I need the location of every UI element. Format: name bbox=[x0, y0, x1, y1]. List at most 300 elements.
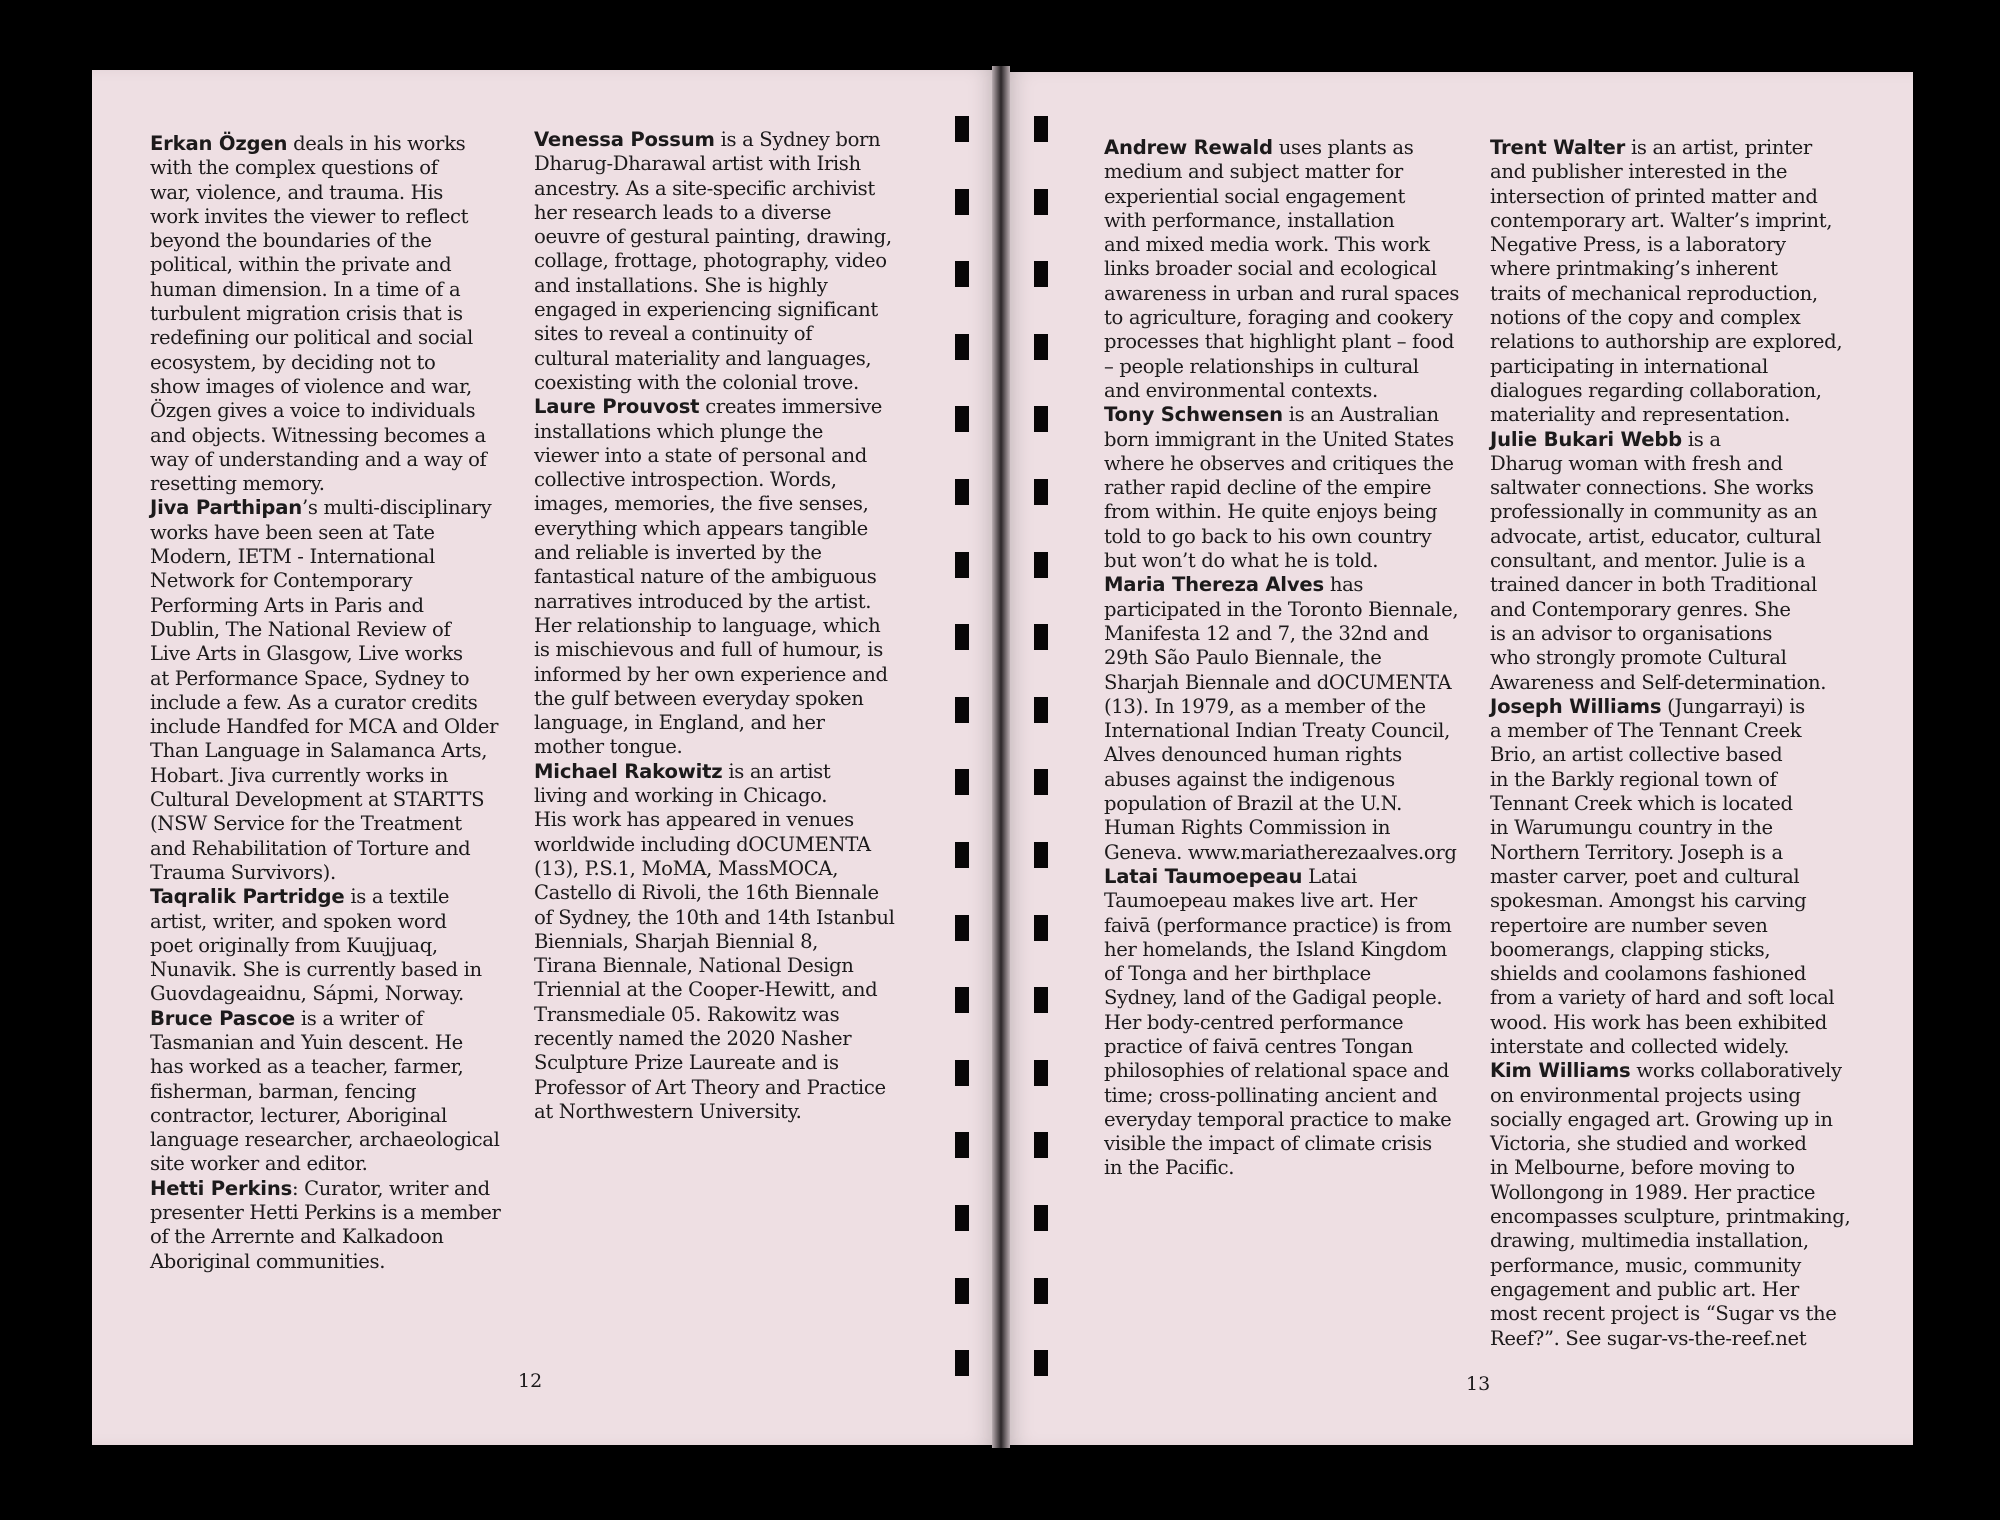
text-line bbox=[1104, 160, 1459, 184]
binding-hole bbox=[1034, 479, 1048, 505]
text-line bbox=[1490, 1229, 1850, 1253]
bio-text: a member of The Tennant Creek bbox=[1490, 719, 1802, 743]
bio-text: at Performance Space, Sydney to bbox=[150, 666, 470, 690]
binding-hole bbox=[955, 1205, 969, 1231]
bio-text: cultural materiality and languages, bbox=[534, 346, 872, 370]
bio-text: Castello di Rivoli, the 16th Biennale bbox=[534, 881, 879, 905]
bio-text: philosophies of relational space and bbox=[1104, 1059, 1449, 1083]
bio-text: Dharug woman with fresh and bbox=[1490, 451, 1783, 475]
artist-name: Trent Walter bbox=[1490, 136, 1626, 159]
text-line bbox=[534, 1100, 895, 1124]
binding-hole bbox=[1034, 189, 1048, 215]
bio-text: – people relationships in cultural bbox=[1104, 354, 1419, 378]
binding-hole bbox=[955, 1278, 969, 1304]
bio-text: her research leads to a diverse bbox=[534, 200, 832, 224]
text-line bbox=[150, 715, 501, 739]
text-line bbox=[534, 784, 895, 808]
bio-text: Cultural Development at STARTTS bbox=[150, 788, 485, 812]
text-line bbox=[150, 1031, 501, 1055]
text-line bbox=[150, 618, 501, 642]
bio-text: work invites the viewer to reflect bbox=[150, 204, 469, 228]
bio-text: in the Pacific. bbox=[1104, 1156, 1235, 1180]
text-line bbox=[534, 614, 895, 638]
bio-text: Triennial at the Cooper-Hewitt, and bbox=[534, 978, 878, 1002]
bio-text: is a textile bbox=[344, 885, 450, 909]
binding-hole bbox=[1034, 769, 1048, 795]
text-line bbox=[534, 590, 895, 614]
bio-text: time; cross-pollinating ancient and bbox=[1104, 1083, 1438, 1107]
bio-text: : Curator, writer and bbox=[292, 1176, 490, 1200]
text-line bbox=[1104, 403, 1459, 427]
text-line bbox=[150, 229, 501, 253]
bio-text: awareness in urban and rural spaces bbox=[1104, 281, 1460, 305]
binding-hole bbox=[1034, 987, 1048, 1013]
bio-text: Guovdageaidnu, Sápmi, Norway. bbox=[150, 982, 464, 1006]
text-line bbox=[150, 545, 501, 569]
bio-text: Negative Press, is a laboratory bbox=[1490, 233, 1786, 257]
bio-text: is a writer of bbox=[294, 1006, 423, 1030]
text-line bbox=[150, 302, 501, 326]
text-line bbox=[1490, 1108, 1850, 1132]
text-line bbox=[534, 1076, 895, 1100]
bio-text: language, in England, and her bbox=[534, 711, 825, 735]
text-line bbox=[534, 930, 895, 954]
bio-text: uses plants as bbox=[1272, 136, 1414, 159]
bio-text: faivā (performance practice) is from bbox=[1104, 913, 1452, 937]
binding-hole bbox=[955, 842, 969, 868]
text-line bbox=[1490, 573, 1850, 597]
bio-text: contractor, lecturer, Aboriginal bbox=[150, 1103, 447, 1127]
bio-text: viewer into a state of personal and bbox=[534, 443, 867, 467]
bio-text: show images of violence and war, bbox=[150, 374, 472, 398]
bio-text: Trauma Survivors). bbox=[150, 860, 336, 884]
bio-text: Network for Contemporary bbox=[150, 569, 413, 593]
bio-text: include a few. As a curator credits bbox=[150, 690, 478, 714]
bio-text: living and working in Chicago. bbox=[534, 784, 828, 808]
binding-hole bbox=[955, 987, 969, 1013]
text-line bbox=[150, 569, 501, 593]
text-line bbox=[1104, 889, 1459, 913]
text-line bbox=[150, 1177, 501, 1201]
text-line bbox=[534, 663, 895, 687]
text-line bbox=[534, 298, 895, 322]
text-line bbox=[1490, 160, 1850, 184]
bio-text: Dublin, The National Review of bbox=[150, 617, 451, 641]
text-line bbox=[1490, 1205, 1850, 1229]
bio-text: is a bbox=[1681, 427, 1721, 451]
bio-text: (Jungarrayi) is bbox=[1661, 694, 1805, 718]
bio-text: rather rapid decline of the empire bbox=[1104, 476, 1432, 500]
bio-text: coexisting with the colonial trove. bbox=[534, 370, 859, 394]
bio-text: consultant, and mentor. Julie is a bbox=[1490, 549, 1806, 573]
bio-text: Tasmanian and Yuin descent. He bbox=[150, 1030, 463, 1054]
text-line bbox=[1104, 306, 1459, 330]
text-line bbox=[1490, 622, 1850, 646]
text-line bbox=[150, 691, 501, 715]
text-line bbox=[1490, 209, 1850, 233]
bio-text: practice of faivā centres Tongan bbox=[1104, 1034, 1413, 1058]
bio-text: is an artist, printer bbox=[1625, 136, 1812, 159]
binding-hole bbox=[1034, 915, 1048, 941]
text-line bbox=[1490, 379, 1850, 403]
artist-name: Laure Prouvost bbox=[534, 395, 700, 419]
bio-text: Hobart. Jiva currently works in bbox=[150, 763, 449, 787]
text-line bbox=[1490, 986, 1850, 1010]
binding-hole bbox=[1034, 1060, 1048, 1086]
bio-text: visible the impact of climate crisis bbox=[1104, 1132, 1432, 1156]
bio-text: and Rehabilitation of Torture and bbox=[150, 836, 471, 860]
text-line bbox=[1490, 476, 1850, 500]
text-line bbox=[1490, 1181, 1850, 1205]
binding-gutter bbox=[992, 66, 1010, 1448]
text-line bbox=[150, 982, 501, 1006]
text-line bbox=[1490, 1059, 1850, 1083]
artist-name: Andrew Rewald bbox=[1104, 136, 1273, 159]
text-line bbox=[150, 642, 501, 666]
binding-hole bbox=[1034, 1350, 1048, 1376]
text-line bbox=[534, 881, 895, 905]
text-line bbox=[150, 812, 501, 836]
bio-text: Manifesta 12 and 7, the 32nd and bbox=[1104, 621, 1429, 645]
bio-text: recently named the 2020 Nasher bbox=[534, 1026, 852, 1050]
text-line bbox=[150, 156, 501, 180]
bio-text: participated in the Toronto Biennale, bbox=[1104, 597, 1459, 621]
bio-text: is a Sydney born bbox=[714, 128, 881, 151]
text-line bbox=[150, 448, 501, 472]
bio-text: turbulent migration crisis that is bbox=[150, 302, 463, 326]
artist-name: Michael Rakowitz bbox=[534, 759, 723, 783]
text-line bbox=[534, 152, 895, 176]
binding-hole bbox=[955, 1060, 969, 1086]
text-line bbox=[1104, 452, 1459, 476]
text-line bbox=[150, 861, 501, 885]
text-line bbox=[150, 788, 501, 812]
text-line bbox=[1490, 452, 1850, 476]
text-line bbox=[1490, 598, 1850, 622]
bio-text: Professor of Art Theory and Practice bbox=[534, 1075, 886, 1099]
text-line bbox=[150, 424, 501, 448]
bio-text: notions of the copy and complex bbox=[1490, 306, 1801, 330]
text-line bbox=[534, 541, 895, 565]
text-line bbox=[534, 857, 895, 881]
artist-name: Joseph Williams bbox=[1490, 694, 1662, 718]
bio-text: is an advisor to organisations bbox=[1490, 621, 1773, 645]
bio-text: intersection of printed matter and bbox=[1490, 184, 1818, 208]
text-line bbox=[1490, 257, 1850, 281]
bio-text: Latai bbox=[1302, 864, 1357, 888]
text-line bbox=[1490, 1035, 1850, 1059]
bio-text: Sharjah Biennale and dOCUMENTA bbox=[1104, 670, 1452, 694]
bio-text: Alves denounced human rights bbox=[1104, 743, 1402, 767]
text-line bbox=[534, 735, 895, 759]
text-line bbox=[150, 1007, 501, 1031]
text-line bbox=[1104, 646, 1459, 670]
text-line bbox=[534, 808, 895, 832]
bio-text: deals in his works bbox=[287, 132, 466, 155]
bio-text: Than Language in Salamanca Arts, bbox=[150, 739, 488, 763]
text-line bbox=[1490, 1132, 1850, 1156]
text-line bbox=[534, 274, 895, 298]
bio-text: boomerangs, clapping sticks, bbox=[1490, 937, 1771, 961]
text-line bbox=[1104, 209, 1459, 233]
artist-name: Hetti Perkins bbox=[150, 1176, 293, 1200]
bio-text: mother tongue. bbox=[534, 735, 683, 759]
bio-text: sites to reveal a continuity of bbox=[534, 322, 813, 346]
bio-text: is an Australian bbox=[1282, 403, 1439, 427]
bio-text: Aboriginal communities. bbox=[150, 1249, 386, 1273]
bio-text: but won’t do what he is told. bbox=[1104, 549, 1379, 573]
bio-text: way of understanding and a way of bbox=[150, 447, 487, 471]
text-line bbox=[1104, 1059, 1459, 1083]
text-line bbox=[150, 739, 501, 763]
text-line bbox=[1104, 428, 1459, 452]
text-line bbox=[1490, 1254, 1850, 1278]
bio-text: installations which plunge the bbox=[534, 419, 824, 443]
bio-text: fisherman, barman, fencing bbox=[150, 1079, 417, 1103]
artist-name: Venessa Possum bbox=[534, 128, 715, 151]
text-line bbox=[1490, 1084, 1850, 1108]
text-line bbox=[1490, 938, 1850, 962]
bio-text: relations to authorship are explored, bbox=[1490, 330, 1843, 354]
text-line bbox=[1104, 841, 1459, 865]
bio-text: Awareness and Self-determination. bbox=[1490, 670, 1827, 694]
bio-text: and reliable is inverted by the bbox=[534, 541, 822, 565]
text-line bbox=[534, 322, 895, 346]
text-line bbox=[534, 711, 895, 735]
text-line bbox=[150, 1152, 501, 1176]
bio-text: and publisher interested in the bbox=[1490, 160, 1788, 184]
bio-text: language researcher, archaeological bbox=[150, 1128, 500, 1152]
text-line bbox=[1104, 1108, 1459, 1132]
text-line bbox=[1104, 1132, 1459, 1156]
text-line bbox=[1490, 500, 1850, 524]
bio-text: collage, frottage, photography, video bbox=[534, 249, 887, 273]
bio-text: beyond the boundaries of the bbox=[150, 229, 432, 253]
text-line bbox=[1104, 500, 1459, 524]
bio-text: Taumoepeau makes live art. Her bbox=[1104, 889, 1417, 913]
bio-text: war, violence, and trauma. His bbox=[150, 180, 444, 204]
bio-text: is mischievous and full of humour, is bbox=[534, 638, 883, 662]
left-page-column-1 bbox=[150, 132, 501, 1274]
bio-text: oeuvre of gestural painting, drawing, bbox=[534, 225, 892, 249]
text-line bbox=[1104, 986, 1459, 1010]
binding-hole bbox=[955, 334, 969, 360]
text-line bbox=[150, 934, 501, 958]
text-line bbox=[150, 958, 501, 982]
text-line bbox=[534, 978, 895, 1002]
text-line bbox=[534, 225, 895, 249]
text-line bbox=[1104, 330, 1459, 354]
text-line bbox=[1490, 816, 1850, 840]
text-line bbox=[534, 420, 895, 444]
text-line bbox=[534, 1051, 895, 1075]
text-line bbox=[1490, 1302, 1850, 1326]
text-line bbox=[1104, 598, 1459, 622]
text-line bbox=[150, 351, 501, 375]
text-line bbox=[1104, 1035, 1459, 1059]
text-line bbox=[1490, 428, 1850, 452]
text-line bbox=[534, 1003, 895, 1027]
bio-text: her homelands, the Island Kingdom bbox=[1104, 937, 1447, 961]
binding-hole bbox=[955, 261, 969, 287]
bio-text: where printmaking’s inherent bbox=[1490, 257, 1778, 281]
text-line bbox=[1104, 816, 1459, 840]
text-line bbox=[1104, 743, 1459, 767]
bio-text: Sculpture Prize Laureate and is bbox=[534, 1051, 839, 1075]
bio-text: and installations. She is highly bbox=[534, 273, 828, 297]
text-line bbox=[1104, 476, 1459, 500]
binding-hole bbox=[955, 624, 969, 650]
text-line bbox=[1490, 695, 1850, 719]
bio-text: Live Arts in Glasgow, Live works bbox=[150, 642, 463, 666]
text-line bbox=[1104, 233, 1459, 257]
text-line bbox=[150, 132, 501, 156]
bio-text: born immigrant in the United States bbox=[1104, 427, 1454, 451]
text-line bbox=[1490, 719, 1850, 743]
text-line bbox=[534, 760, 895, 784]
text-line bbox=[1490, 185, 1850, 209]
bio-text: with performance, installation bbox=[1104, 208, 1395, 232]
bio-text: in Warumungu country in the bbox=[1490, 816, 1773, 840]
text-line bbox=[534, 565, 895, 589]
text-line bbox=[150, 1104, 501, 1128]
text-line bbox=[1104, 282, 1459, 306]
bio-text: Tirana Biennale, National Design bbox=[534, 954, 854, 978]
bio-text: and objects. Witnessing becomes a bbox=[150, 423, 486, 447]
bio-text: has worked as a teacher, farmer, bbox=[150, 1055, 464, 1079]
text-line bbox=[1490, 549, 1850, 573]
text-line bbox=[150, 1128, 501, 1152]
bio-text: Modern, IETM - International bbox=[150, 545, 435, 569]
text-line bbox=[534, 128, 895, 152]
binding-hole bbox=[955, 697, 969, 723]
bio-text: drawing, multimedia installation, bbox=[1490, 1229, 1809, 1253]
bio-text: contemporary art. Walter’s imprint, bbox=[1490, 208, 1833, 232]
binding-hole bbox=[1034, 697, 1048, 723]
text-line bbox=[150, 1250, 501, 1274]
text-line bbox=[150, 1055, 501, 1079]
text-line bbox=[150, 594, 501, 618]
text-line bbox=[1490, 282, 1850, 306]
bio-text: interstate and collected widely. bbox=[1490, 1034, 1790, 1058]
text-line bbox=[1490, 671, 1850, 695]
binding-hole bbox=[955, 189, 969, 215]
text-line bbox=[1104, 962, 1459, 986]
text-line bbox=[534, 201, 895, 225]
bio-text: (NSW Service for the Treatment bbox=[150, 812, 462, 836]
bio-text: to agriculture, foraging and cookery bbox=[1104, 306, 1453, 330]
bio-text: worldwide including dOCUMENTA bbox=[534, 832, 871, 856]
text-line bbox=[150, 375, 501, 399]
text-line bbox=[1490, 646, 1850, 670]
bio-text: told to go back to his own country bbox=[1104, 524, 1432, 548]
bio-text: who strongly promote Cultural bbox=[1490, 646, 1787, 670]
text-line bbox=[1104, 573, 1459, 597]
text-line bbox=[1104, 865, 1459, 889]
bio-text: artist, writer, and spoken word bbox=[150, 909, 447, 933]
bio-text: Wollongong in 1989. Her practice bbox=[1490, 1180, 1816, 1204]
bio-text: everything which appears tangible bbox=[534, 516, 868, 540]
text-line bbox=[150, 326, 501, 350]
binding-hole bbox=[1034, 1205, 1048, 1231]
bio-text: materiality and representation. bbox=[1490, 403, 1791, 427]
text-line bbox=[1104, 1011, 1459, 1035]
bio-text: presenter Hetti Perkins is a member bbox=[150, 1201, 501, 1225]
bio-text: Brio, an artist collective based bbox=[1490, 743, 1783, 767]
text-line bbox=[534, 954, 895, 978]
bio-text: Northern Territory. Joseph is a bbox=[1490, 840, 1783, 864]
bio-text: professionally in community as an bbox=[1490, 500, 1818, 524]
bio-text: Dharug-Dharawal artist with Irish bbox=[534, 152, 861, 176]
text-line bbox=[1490, 865, 1850, 889]
bio-text: trained dancer in both Traditional bbox=[1490, 573, 1817, 597]
text-line bbox=[1104, 622, 1459, 646]
bio-text: and mixed media work. This work bbox=[1104, 233, 1430, 257]
text-line bbox=[1104, 792, 1459, 816]
bio-text: ecosystem, by deciding not to bbox=[150, 350, 436, 374]
bio-text: socially engaged art. Growing up in bbox=[1490, 1107, 1833, 1131]
bio-text: performance, music, community bbox=[1490, 1253, 1802, 1277]
bio-text: poet originally from Kuujjuaq, bbox=[150, 933, 438, 957]
text-line bbox=[1490, 233, 1850, 257]
text-line bbox=[1104, 938, 1459, 962]
text-line bbox=[534, 833, 895, 857]
text-line bbox=[1490, 889, 1850, 913]
bio-text: works have been seen at Tate bbox=[150, 520, 435, 544]
text-line bbox=[534, 177, 895, 201]
bio-text: of the Arrernte and Kalkadoon bbox=[150, 1225, 444, 1249]
text-line bbox=[150, 253, 501, 277]
bio-text: links broader social and ecological bbox=[1104, 257, 1437, 281]
text-line bbox=[150, 472, 501, 496]
bio-text: resetting memory. bbox=[150, 472, 325, 496]
binding-hole bbox=[1034, 842, 1048, 868]
bio-text: encompasses sculpture, printmaking, bbox=[1490, 1205, 1851, 1229]
text-line bbox=[534, 249, 895, 273]
binding-hole bbox=[955, 1132, 969, 1158]
bio-text: and Contemporary genres. She bbox=[1490, 597, 1791, 621]
binding-hole bbox=[1034, 116, 1048, 142]
bio-text: where he observes and critiques the bbox=[1104, 451, 1454, 475]
bio-text: processes that highlight plant – food bbox=[1104, 330, 1455, 354]
text-line bbox=[1490, 355, 1850, 379]
artist-name: Julie Bukari Webb bbox=[1490, 427, 1682, 451]
binding-hole bbox=[955, 1350, 969, 1376]
text-line bbox=[1104, 549, 1459, 573]
text-line bbox=[534, 638, 895, 662]
binding-hole bbox=[1034, 406, 1048, 432]
text-line bbox=[534, 395, 895, 419]
text-line bbox=[534, 687, 895, 711]
text-line bbox=[1104, 1084, 1459, 1108]
bio-text: informed by her own experience and bbox=[534, 662, 888, 686]
artist-name: Erkan Özgen bbox=[150, 132, 288, 155]
bio-text: dialogues regarding collaboration, bbox=[1490, 378, 1822, 402]
text-line bbox=[1490, 792, 1850, 816]
binding-hole bbox=[955, 479, 969, 505]
text-line bbox=[150, 910, 501, 934]
bio-text: wood. His work has been exhibited bbox=[1490, 1010, 1828, 1034]
artist-name: Latai Taumoepeau bbox=[1104, 864, 1303, 888]
text-line bbox=[150, 837, 501, 861]
bio-text: ’s multi-disciplinary bbox=[301, 496, 492, 520]
bio-text: master carver, poet and cultural bbox=[1490, 864, 1800, 888]
bio-text: engagement and public art. Her bbox=[1490, 1277, 1799, 1301]
text-line bbox=[1490, 841, 1850, 865]
bio-text: shields and coolamons fashioned bbox=[1490, 962, 1807, 986]
text-line bbox=[1490, 403, 1850, 427]
bio-text: (13). In 1979, as a member of the bbox=[1104, 694, 1426, 718]
